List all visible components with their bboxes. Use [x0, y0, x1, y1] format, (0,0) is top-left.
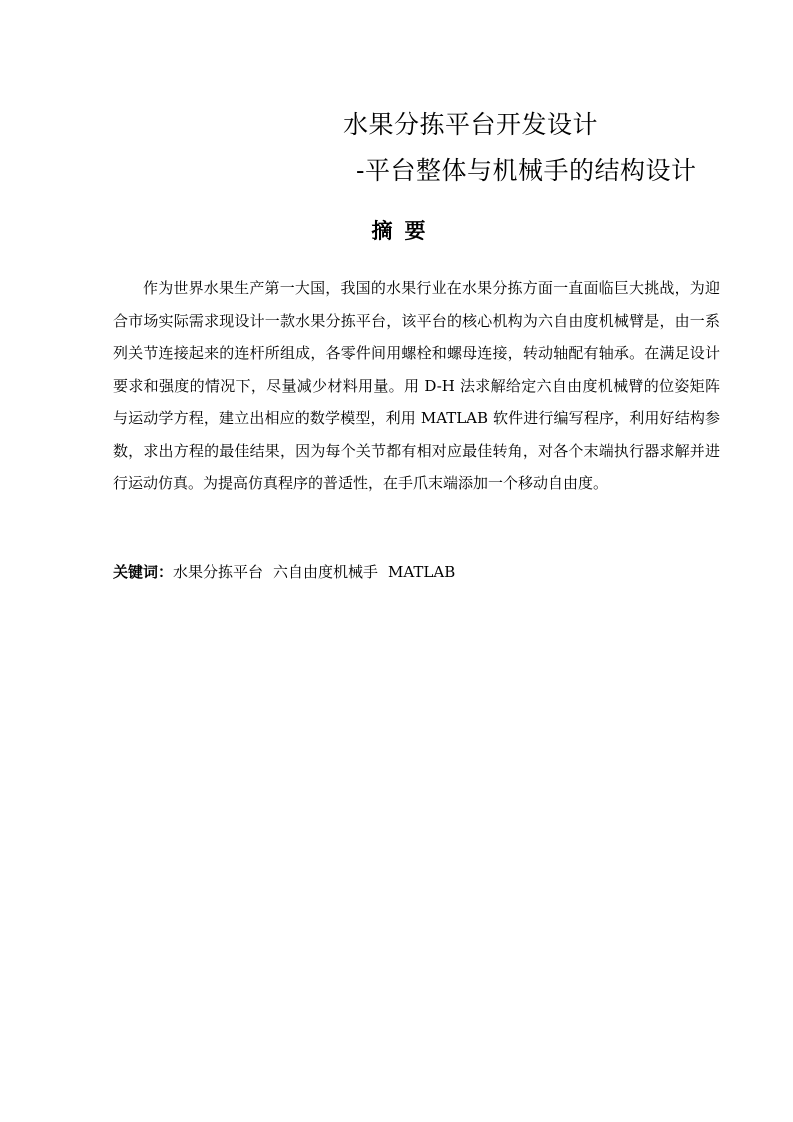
keyword-item: MATLAB — [388, 563, 456, 581]
abstract-heading: 摘要 — [371, 219, 438, 243]
abstract-body: 作为世界水果生产第一大国，我国的水果行业在水果分拣方面一直面临巨大挑战，为迎合市场实际需求现设计一款水果分拣平台，该平台的核心机构为六自由度机械臂是，由一系列关节连接起来的连杆所组成，各零件间用螺栓和螺母连接，转动轴配有轴承。在满足设计要求和强度的情况下，尽量减少材料用量。用 D-H 法求解给定六自由度机械臂的位姿矩阵与运动学方程，建立出相应的数学模型，利用 MATLAB 软件进行编写程序，利用好结构参数，求出方程的最佳结果，因为每个关节都有相对应最佳转角，对各个末端执行器求解并进行运动仿真。为提高仿真程序的普适性，在手爪末端添加一个移动自由度。 — [113, 279, 720, 492]
keywords-label: 关键词： — [113, 563, 174, 581]
title-line-2: -平台整体与机械手的结构设计 — [356, 156, 697, 185]
keyword-item: 水果分拣平台 — [173, 563, 264, 581]
keyword-item: 六自由度机械手 — [273, 563, 379, 581]
keywords-line — [113, 558, 455, 586]
title-line-1: 水果分拣平台开发设计 — [343, 110, 599, 139]
